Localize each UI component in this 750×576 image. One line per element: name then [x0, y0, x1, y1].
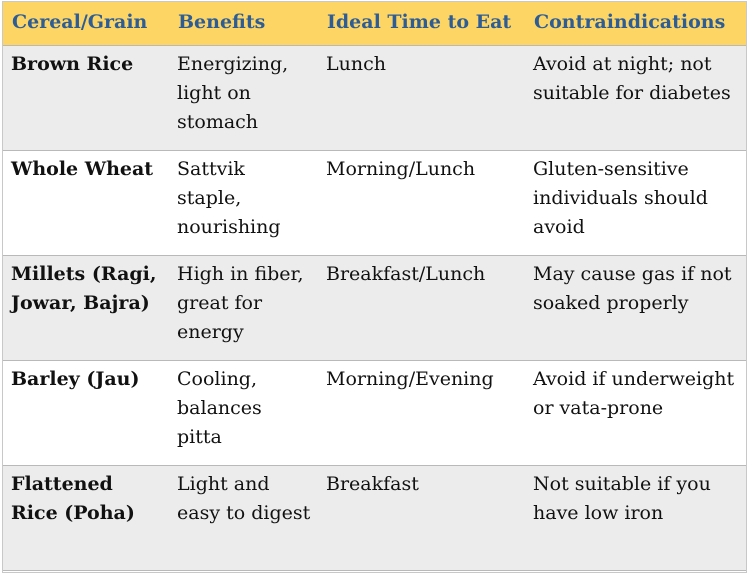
table-row: [2, 45, 747, 150]
grain-cell: Flattened Rice (Poha): [2, 465, 168, 570]
time-cell: Breakfast/Lunch: [317, 255, 524, 360]
table-row: [2, 465, 747, 570]
grain-cell: Whole Wheat: [2, 150, 168, 255]
contraindications-cell: Gluten-sensitive individuals should avoid: [524, 150, 747, 255]
table-row: [2, 360, 747, 465]
table-header-row: [2, 1, 747, 45]
column-header-grain: Cereal/Grain: [2, 1, 168, 45]
contraindications-cell: Not suitable if you have low iron: [524, 465, 747, 570]
contraindications-cell: Avoid if underweight or vata-prone: [524, 360, 747, 465]
table-row: [2, 255, 747, 360]
contraindications-cell: Avoid at night; not suitable for diabetes: [524, 45, 747, 150]
column-header-contraindications: Contraindications: [524, 1, 747, 45]
benefits-cell: Light and easy to digest: [168, 465, 317, 570]
grain-cell: Barley (Jau): [2, 360, 168, 465]
contraindications-cell: May cause gas if not soaked properly: [524, 255, 747, 360]
column-header-time: Ideal Time to Eat: [317, 1, 524, 45]
grain-cell: Brown Rice: [2, 45, 168, 150]
benefits-cell: Cooling, balances pitta: [168, 360, 317, 465]
grain-table-container: [2, 1, 747, 573]
grain-table: [2, 1, 747, 571]
time-cell: Breakfast: [317, 465, 524, 570]
column-header-benefits: Benefits: [168, 1, 317, 45]
benefits-cell: High in fiber, great for energy: [168, 255, 317, 360]
benefits-cell: Energizing, light on stomach: [168, 45, 317, 150]
time-cell: Morning/Lunch: [317, 150, 524, 255]
table-row: [2, 150, 747, 255]
time-cell: Morning/Evening: [317, 360, 524, 465]
grain-cell: Millets (Ragi, Jowar, Bajra): [2, 255, 168, 360]
benefits-cell: Sattvik staple, nourishing: [168, 150, 317, 255]
time-cell: Lunch: [317, 45, 524, 150]
